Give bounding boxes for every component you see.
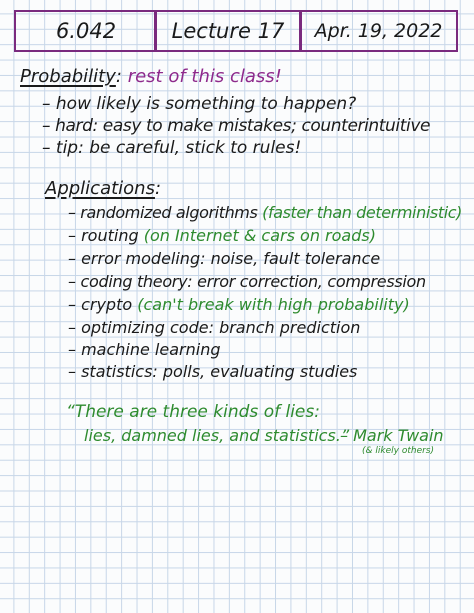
application-text: – randomized algorithms	[68, 203, 258, 222]
application-item	[68, 274, 426, 290]
application-text: – statistics: polls, evaluating studies	[68, 362, 358, 381]
probability-subtitle: rest of this class!	[127, 66, 282, 87]
application-text: – machine learning	[68, 340, 221, 359]
application-item	[68, 342, 220, 358]
application-item	[68, 251, 380, 267]
applications-section	[45, 180, 161, 198]
application-text: – crypto	[68, 295, 133, 314]
application-text: – routing	[68, 226, 139, 245]
application-item	[68, 297, 410, 313]
quote-line-2: lies, damned lies, and statistics.”	[84, 426, 350, 445]
probability-bullet: – how likely is something to happen?	[42, 94, 357, 114]
course-number: 6.042	[55, 19, 117, 43]
application-item	[68, 320, 360, 336]
application-note: (can't break with high probability)	[137, 295, 410, 314]
application-text: – coding theory: error correction, compression	[68, 272, 426, 291]
application-text: – error modeling: noise, fault tolerance	[68, 249, 381, 268]
application-item	[68, 205, 462, 221]
probability-section	[20, 68, 282, 86]
applications-heading: Applications	[45, 178, 155, 199]
probability-heading: Probability	[20, 66, 116, 87]
application-item	[68, 364, 357, 380]
header-box	[14, 10, 458, 52]
probability-bullet: – tip: be careful, stick to rules!	[42, 138, 302, 158]
lecture-title: Lecture 17	[171, 19, 285, 43]
lecture-date: Apr. 19, 2022	[314, 20, 443, 42]
application-note: (faster than deterministic)	[262, 203, 462, 222]
application-note: (on Internet & cars on roads)	[143, 226, 376, 245]
probability-colon: :	[115, 66, 122, 87]
applications-colon: :	[154, 178, 162, 199]
quote-attribution: – Mark Twain	[340, 426, 444, 445]
probability-bullet: – hard: easy to make mistakes; counterintuitive	[42, 116, 431, 136]
application-text: – optimizing code: branch prediction	[68, 318, 361, 337]
quote-line-1: “There are three kinds of lies:	[66, 402, 320, 422]
application-item	[68, 228, 376, 244]
quote-attribution-note: (& likely others)	[362, 446, 435, 456]
